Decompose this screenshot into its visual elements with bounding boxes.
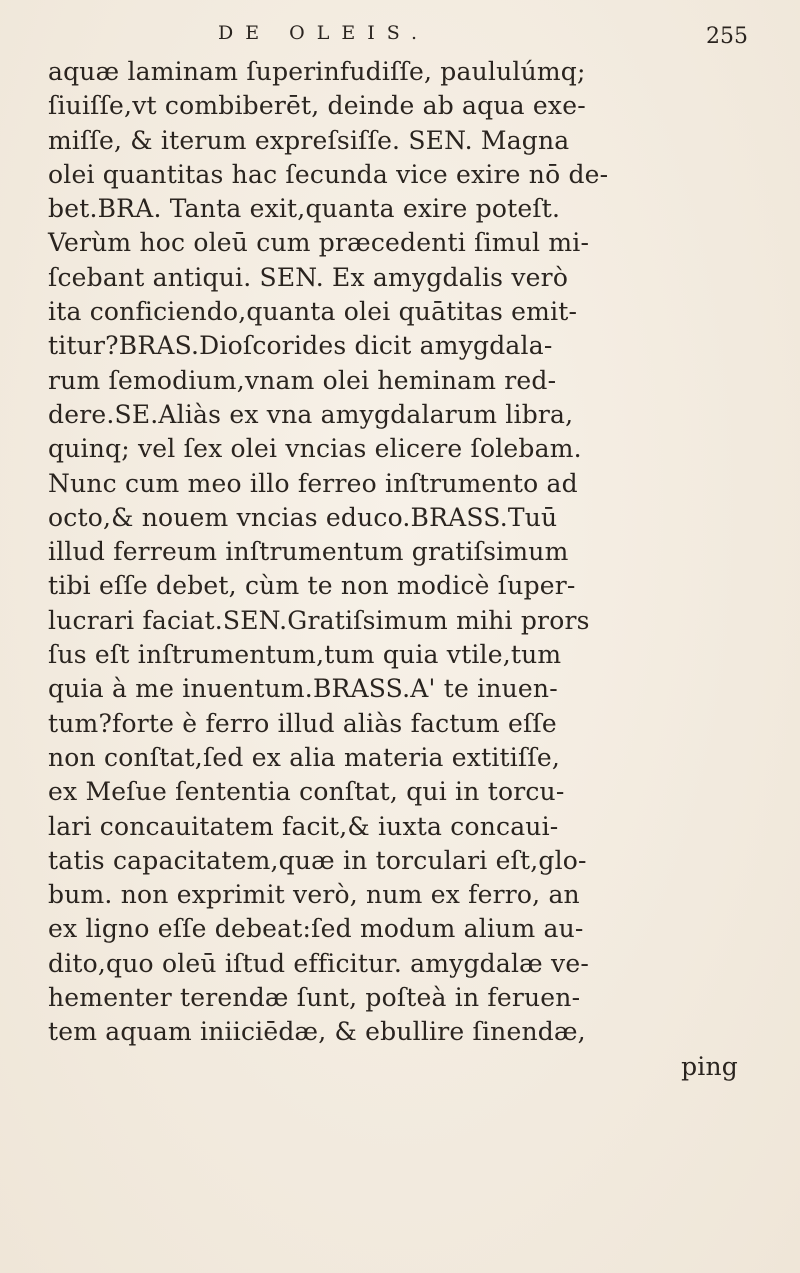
text-line: quia à me inuentum.BRASS.A' te inuen- <box>48 674 558 704</box>
text-line: illud ferreum inſtrumentum gratiſsimum <box>48 537 569 567</box>
text-line: miſſe, & iterum expreſsiſſe. SEN. Magna <box>48 125 570 155</box>
text-line: aquæ laminam ſuperinfudiſſe, paululúmq; <box>48 57 586 86</box>
text-line: tatis capacitatem,quæ in torculari eſt,glo- <box>48 845 587 875</box>
text-line: ex Meſue ſententia conſtat, qui in torcu- <box>48 777 565 807</box>
text-line: non conſtat,ſed ex alia materia extitiſſe, <box>48 742 561 772</box>
text-line: hementer terendæ ſunt, poſteà in feruen- <box>48 983 581 1013</box>
text-line: titur?BRAS.Dioſcorides dicit amygdala- <box>48 331 553 361</box>
text-line: Verùm hoc oleū cum præcedenti ſimul mi- <box>48 228 590 258</box>
text-line: ex ligno eſſe debeat:ſed modum alium au- <box>48 914 584 944</box>
text-line: ſcebant antiqui. SEN. Ex amygdalis verò <box>48 262 569 292</box>
text-line: dito,quo oleū iſtud efficitur. amygdalæ ve- <box>48 948 589 978</box>
text-line: tibi eſſe debet, cùm te non modicè ſuper- <box>48 571 576 601</box>
text-line: ita conficiendo,quanta olei quātitas emit- <box>48 297 578 327</box>
text-line: lucrari faciat.SEN.Gratiſsimum mihi prors <box>48 605 590 635</box>
text-line: lari concauitatem facit,& iuxta concaui- <box>48 811 559 841</box>
text-line: ſus eſt inſtrumentum,tum quia vtile,tum <box>48 640 562 670</box>
text-line: dere.SE.Aliàs ex vna amygdalarum libra, <box>48 399 574 429</box>
page-number: 255 <box>706 24 748 49</box>
text-line: olei quantitas hac ſecunda vice exire nō de- <box>48 159 609 189</box>
text-line: octo,& nouem vncias educo.BRASS.Tuū <box>48 502 558 532</box>
text-line: tem aquam iniiciēdæ, & ebullire ſinendæ, <box>48 1017 586 1047</box>
running-head: DE OLEIS. <box>218 22 430 44</box>
text-line: bet.BRA. Tanta exit,quanta exire poteſt. <box>48 194 561 224</box>
text-line: Nunc cum meo illo ferreo inſtrumento ad <box>48 468 578 498</box>
text-line: ſiuiſſe,vt combiberēt, deinde ab aqua exe- <box>48 91 586 121</box>
body-text <box>48 55 768 1084</box>
catchword: ping <box>681 1051 738 1081</box>
text-line: bum. non exprimit verò, num ex ferro, an <box>48 880 580 910</box>
text-line: tum?forte è ferro illud aliàs factum eſſe <box>48 708 557 738</box>
text-line: rum ſemodium,vnam olei heminam red- <box>48 365 557 395</box>
page-header <box>0 22 800 52</box>
text-line: quinq; vel ſex olei vncias elicere ſolebam. <box>48 434 582 464</box>
